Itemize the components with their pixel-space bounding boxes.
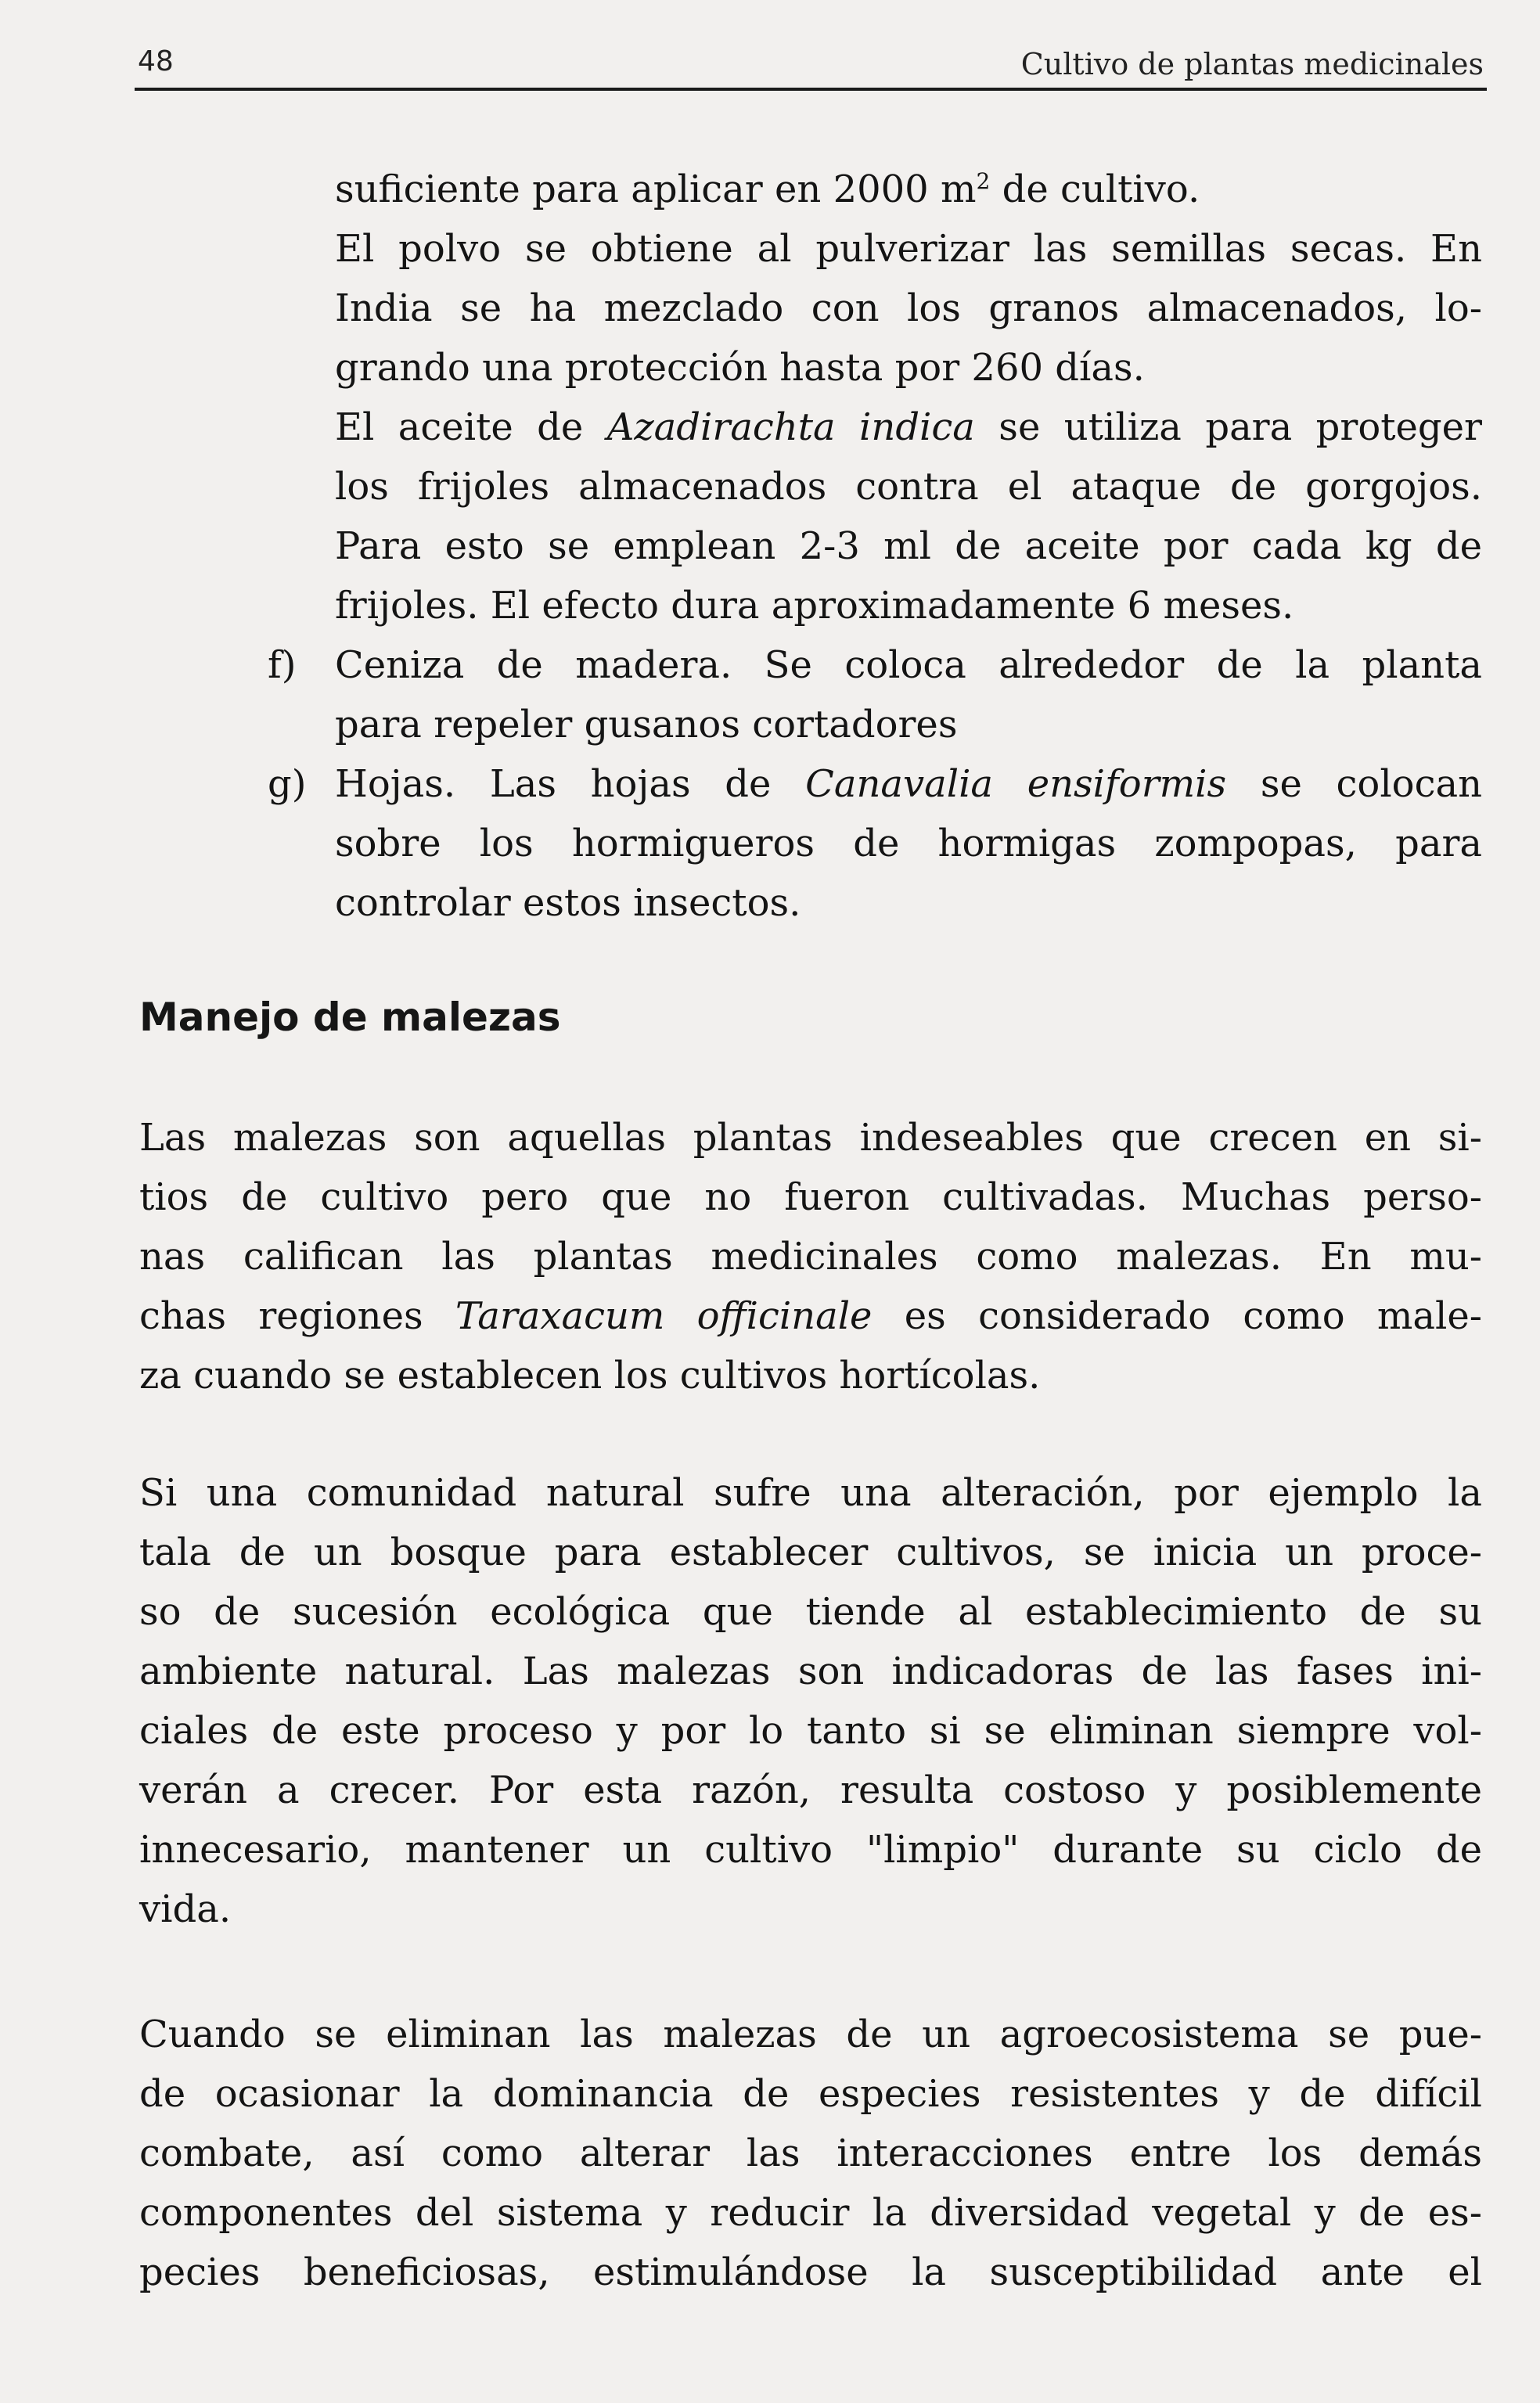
list-label-f: f) <box>268 643 297 687</box>
list-line-5: El aceite de Azadirachta indica se utiliza para proteger <box>335 405 1482 449</box>
p2-line-7: innecesario, mantener un cultivo "limpio" durante su ciclo de <box>139 1828 1482 1872</box>
list-line-1: suficiente para aplicar en 2000 $m^2$ de cultivo. <box>335 167 1200 211</box>
list-line-4: grando una protección hasta por 260 días. <box>335 346 1145 390</box>
p3-line-2: de ocasionar la dominancia de especies resistentes y de difícil <box>139 2072 1482 2116</box>
p3-line-4: componentes del sistema y reducir la diversidad vegetal y de es- <box>139 2191 1482 2235</box>
list-line-2: El polvo se obtiene al pulverizar las semillas secas. En <box>335 227 1482 271</box>
list-label-g: g) <box>268 762 307 806</box>
p3-line-3: combate, así como alterar las interacciones entre los demás <box>139 2131 1482 2175</box>
item-g-line-3: controlar estos insectos. <box>335 881 801 925</box>
list-line-6: los frijoles almacenados contra el ataque de gorgojos. <box>335 465 1482 509</box>
p2-line-8: vida. <box>139 1887 232 1931</box>
list-line-8: frijoles. El efecto dura aproximadamente 6 meses. <box>335 584 1294 628</box>
p3-line-5: pecies beneficiosas, estimulándose la susceptibilidad ante el <box>139 2250 1482 2294</box>
p2-line-6: verán a crecer. Por esta razón, resulta costoso y posiblemente <box>139 1768 1482 1812</box>
section-heading: Manejo de malezas <box>139 995 561 1040</box>
p2-line-2: tala de un bosque para establecer cultivos, se inicia un proce- <box>139 1531 1482 1574</box>
p1-line-5: za cuando se establecen los cultivos hortícolas. <box>139 1354 1041 1398</box>
p1-line-4: chas regiones Taraxacum officinale es considerado como male- <box>139 1294 1482 1338</box>
list-line-7: Para esto se emplean 2-3 ml de aceite por cada kg de <box>335 524 1482 568</box>
p3-line-1: Cuando se eliminan las malezas de un agroecosistema se pue- <box>139 2013 1482 2056</box>
page-number: 48 <box>138 45 174 77</box>
p1-line-3: nas califican las plantas medicinales como malezas. En mu- <box>139 1235 1482 1279</box>
item-g-line-2: sobre los hormigueros de hormigas zompopas, para <box>335 822 1482 865</box>
p1-line-2: tios de cultivo pero que no fueron cultivadas. Muchas perso- <box>139 1175 1482 1219</box>
p2-line-5: ciales de este proceso y por lo tanto si se eliminan siempre vol- <box>139 1709 1482 1753</box>
running-title: Cultivo de plantas medicinales <box>1020 47 1484 81</box>
p2-line-3: so de sucesión ecológica que tiende al establecimiento de su <box>139 1590 1482 1634</box>
p2-line-1: Si una comunidad natural sufre una alteración, por ejemplo la <box>139 1471 1482 1515</box>
running-header <box>135 39 1487 91</box>
item-g-line-1: Hojas. Las hojas de Canavalia ensiformis se colocan <box>335 762 1482 806</box>
list-line-3: India se ha mezclado con los granos almacenados, lo- <box>335 286 1482 330</box>
item-f-line-2: para repeler gusanos cortadores <box>335 703 958 746</box>
p1-line-1: Las malezas son aquellas plantas indeseables que crecen en si- <box>139 1116 1482 1160</box>
item-f-line-1: Ceniza de madera. Se coloca alrededor de la planta <box>335 643 1482 687</box>
p2-line-4: ambiente natural. Las malezas son indicadoras de las fases ini- <box>139 1649 1482 1693</box>
